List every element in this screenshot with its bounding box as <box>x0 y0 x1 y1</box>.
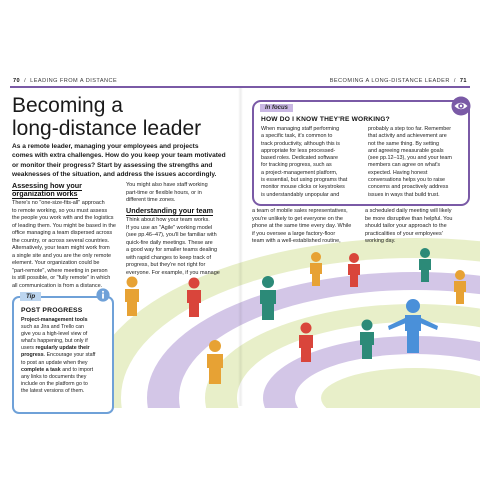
person-figure-orange <box>207 340 223 384</box>
person-figure-orange <box>125 277 139 317</box>
section-heading-understanding: Understanding your team <box>126 206 214 215</box>
intro-paragraph: As a remote leader, managing your employees and projects comes with extra challenges. How do you keep your team motivated or monitor their progress? Start by assessing the strengths and weaknesses of the situation, and address the issues accordingly. <box>12 143 226 179</box>
in-focus-heading: HOW DO I KNOW THEY'RE WORKING? <box>261 116 390 123</box>
column3-text: a team of mobile sales representatives, you're unlikely to get everyone on the phone at the same time every day. While if you oversee a large factory-floor team with a well-established routine, <box>252 208 352 244</box>
person-figure-red <box>187 278 201 318</box>
section-body-assessing: There's no "one-size-fits-all" approach to remote working, so you must assess the people you work with and the logistics of leading them. You might be based in the office managing a team dispersed across the country, or across several countries. Alternatively, your team might work from a single site and you are the only remote element. Your organization could be "part-remote", where meeting in person is still possible, or "fully remote" in which all communication is from a distance. <box>12 200 116 289</box>
section-title-right: BECOMING A LONG-DISTANCE LEADER <box>329 78 450 84</box>
page-number-right: 71 <box>459 78 467 84</box>
running-header-right: BECOMING A LONG-DISTANCE LEADER / 71 <box>329 78 467 84</box>
in-focus-right-column: probably a step too far. Remember that activity and achievement are not the same thing. By setting and agreeing measurable goals (see pp.12–13), you and your team members can agree on what's expected. Having honest conversations helps you to raise concerns and proactively address issues in ways that build trust. <box>368 126 452 198</box>
person-figure-teal <box>260 276 276 320</box>
running-header-left: 70 / LEADING FROM A DISTANCE <box>13 78 118 84</box>
section-title-left: LEADING FROM A DISTANCE <box>30 78 118 84</box>
eye-icon <box>451 96 471 116</box>
column4-text: a scheduled daily meeting will likely be more disruptive than helpful. You should tailor your approach to the practicalities of your employees' working day. <box>365 208 453 244</box>
in-focus-left-column: When managing staff performing a specific task, it's common to track productivity, although this is appropriate for less processed- based roles. Dedicated software for tracking progress, such as a project-management platform, is essential, but using programs that monitor mouse clicks or keystrokes is understandably unpopular and <box>261 126 348 198</box>
info-icon <box>96 288 110 302</box>
tip-body: Project-management tools such as Jira and Trello can give you a high-level view of what's happening, but only if users regularly update their progress. Encourage your staff to post an update when they complete a task and to import any links to documents they include on the platform go to the latest versions of them. <box>21 317 96 394</box>
section-heading-assessing: Assessing how your organization works <box>12 181 82 199</box>
in-focus-tag: In focus <box>260 104 293 112</box>
section-body-understanding: Think about how your team works. If you use an "Agile" working model (see pp.46–47), you'll be familiar with quick-fire daily meetings. These are a good way for smaller teams dealing with rapid changes to keep track of progress, but they're not right for everyone. For example, if you manage <box>126 217 220 276</box>
book-gutter <box>238 88 243 406</box>
page-title: Becoming a long-distance leader <box>12 94 202 140</box>
column2-top-text: You might also have staff working part-time or flexible hours, or in different time zones. <box>126 182 208 203</box>
person-figure-red <box>299 323 313 363</box>
person-figure-teal <box>360 320 374 360</box>
page-number-left: 70 <box>13 78 21 84</box>
tip-heading: POST PROGRESS <box>21 307 83 314</box>
tip-box <box>12 293 114 414</box>
in-focus-box <box>252 100 470 206</box>
tip-tag: Tip <box>20 292 41 301</box>
